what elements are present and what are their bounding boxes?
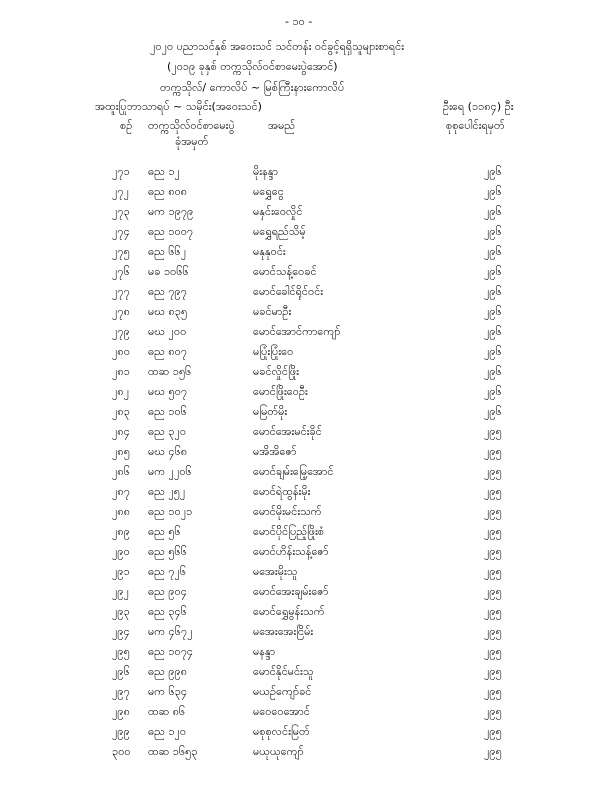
row-total-score: ၂၉၆: [484, 285, 502, 298]
row-roll-number: မက ၄၆၇၂: [148, 625, 193, 638]
list-row: [0, 185, 612, 199]
list-row: [0, 205, 612, 219]
row-serial: ၂၇၂: [112, 185, 129, 198]
row-serial: ၂၇၅: [112, 245, 130, 258]
row-name: မနန္ဒာ: [253, 645, 276, 658]
list-row: [0, 325, 612, 339]
row-name: မောင်ဟိန်းသန့်ဇော်: [253, 545, 329, 558]
row-total-score: ၂၉၅: [484, 725, 502, 738]
row-total-score: ၂၉၆: [484, 345, 502, 358]
header-name: အမည်: [268, 119, 296, 132]
row-roll-number: ထဆ ၈၆: [148, 705, 186, 718]
row-total-score: ၂၉၅: [484, 685, 502, 698]
row-roll-number: ဓည ၈၀၇: [148, 345, 187, 358]
row-name: မောင်အေးချမ်းဇော်: [253, 585, 329, 598]
row-roll-number: မက ၁၉၇၉: [148, 205, 194, 218]
list-row: [0, 305, 612, 319]
row-total-score: ၂၉၅: [484, 605, 502, 618]
row-name: မရွှေရည်သိမ့်: [253, 225, 306, 238]
list-row: [0, 605, 612, 619]
row-serial: ၂၈၆: [112, 465, 130, 478]
list-row: [0, 285, 612, 299]
row-name: မောင်ရဲထွန်းမိုး: [253, 485, 311, 498]
row-name: မခင်မာဦး: [253, 305, 292, 318]
row-total-score: ၂၉၆: [484, 185, 502, 198]
row-total-score: ၂၉၅: [484, 445, 502, 458]
list-row: [0, 485, 612, 499]
header-serial: စဉ်: [120, 119, 133, 132]
row-total-score: ၂၉၆: [484, 325, 502, 338]
row-total-score: ၂၉၆: [484, 405, 502, 418]
row-name: မအေးအေးငြိမ်း: [253, 625, 314, 638]
row-name: မနှင်းဝေလှိုင်: [253, 205, 303, 218]
row-name: မနုနုဝင်း: [253, 245, 286, 258]
row-name: မယဉ်ကျော်ခင်: [253, 685, 312, 698]
list-row: [0, 725, 612, 739]
row-serial: ၂၉၆: [112, 665, 130, 678]
document-title: ၂၀၂၀ ပညာသင်နှစ် အဝေးသင် သင်တန်း ဝင်ခွင့်ရရှိသူများစာရင်း: [150, 40, 405, 53]
row-serial: ၂၉၁: [112, 565, 130, 578]
row-total-score: ၂၉၅: [484, 425, 502, 438]
list-row: [0, 525, 612, 539]
row-name: မောင်အောင်ကာကျော်: [253, 325, 341, 338]
row-serial: ၂၈၈: [112, 505, 130, 518]
row-roll-number: ဓည ၁၀၀၇: [148, 225, 194, 238]
row-roll-number: ဓည ၆၆၂: [148, 245, 187, 258]
row-total-score: ၂၉၅: [484, 645, 502, 658]
list-row: [0, 645, 612, 659]
row-roll-number: ဓည ၁၂: [148, 165, 180, 178]
row-serial: ၂၇၃: [112, 205, 130, 218]
row-serial: ၂၇၄: [112, 225, 130, 238]
row-name: မောင်မိုးမင်းသက်: [253, 505, 322, 518]
row-total-score: ၂၉၅: [484, 705, 502, 718]
list-row: [0, 705, 612, 719]
row-roll-number: ဓည ၅၆၆: [148, 545, 187, 558]
row-total-score: ၂၉၅: [484, 465, 502, 478]
row-total-score: ၂၉၆: [484, 265, 502, 278]
list-row: [0, 685, 612, 699]
row-serial: ၂၉၅: [112, 645, 130, 658]
list-row: [0, 665, 612, 679]
row-name: မောင်သန့်ဝေခင်: [253, 265, 317, 278]
row-total-score: ၂၉၅: [484, 665, 502, 678]
row-roll-number: ဓည ၁၀၂၁: [148, 505, 193, 518]
row-name: မစုစုလင်းမြတ်: [253, 725, 310, 738]
row-roll-number: မဃ ၅၀၇: [148, 385, 188, 398]
row-total-score: ၂၉၆: [484, 365, 502, 378]
list-row: [0, 365, 612, 379]
row-serial: ၂၈၁: [112, 365, 130, 378]
document-subtitle: (၂၀၁၉ ခုနှစ် တက္ကသိုလ်ဝင်စာမေးပွဲအောင်): [167, 60, 338, 73]
row-total-score: ၂၉၅: [484, 585, 502, 598]
list-row: [0, 465, 612, 479]
row-serial: ၂၈၀: [112, 345, 130, 358]
row-total-score: ၂၉၅: [484, 525, 502, 538]
row-roll-number: မဃ ၄၆၈: [148, 445, 188, 458]
header-roll-number: တက္ကသိုလ်ဝင်စာမေးပွဲ: [148, 119, 235, 132]
row-total-score: ၂၉၅: [484, 485, 502, 498]
row-total-score: ၂၉၅: [484, 505, 502, 518]
list-row: [0, 165, 612, 179]
row-roll-number: ဓည ၉၉၈: [148, 665, 187, 678]
row-total-score: ၂၉၅: [484, 625, 502, 638]
row-total-score: ၂၉၆: [484, 385, 502, 398]
row-roll-number: မဃ ၈၃၅: [148, 305, 188, 318]
row-roll-number: မဃ ၂၀၀: [148, 325, 187, 338]
row-serial: ၂၇၈: [112, 305, 130, 318]
row-serial: ၂၇၉: [112, 325, 130, 338]
row-serial: ၂၉၄: [112, 625, 130, 638]
row-roll-number: ဓည ၉၀၄: [148, 585, 187, 598]
row-serial: ၃၀၀: [112, 745, 131, 758]
row-serial: ၂၇၆: [112, 265, 130, 278]
row-name: မမြတ်မိုး: [253, 405, 288, 418]
header-roll-number-line2: ခုံအမှတ်: [175, 135, 209, 148]
row-serial: ၂၈၂: [112, 385, 130, 398]
row-serial: ၂၇၇: [112, 285, 130, 298]
row-roll-number: ထဆ ၁၆၅၃: [148, 745, 198, 758]
row-roll-number: ထဆ ၁၅၆: [148, 365, 192, 378]
list-row: [0, 585, 612, 599]
list-row: [0, 505, 612, 519]
row-roll-number: မက ၂၂၀၆: [148, 465, 192, 478]
list-row: [0, 745, 612, 759]
list-row: [0, 425, 612, 439]
row-name: မခင်လှိုင်ဖြိုး: [253, 365, 299, 378]
list-row: [0, 265, 612, 279]
list-row: [0, 345, 612, 359]
row-total-score: ၂၉၆: [484, 245, 502, 258]
row-roll-number: ဓည ၇၂၆: [148, 565, 187, 578]
row-roll-number: မခ ၁၀၆၆: [148, 265, 189, 278]
row-serial: ၂၉၉: [112, 725, 130, 738]
list-row: [0, 625, 612, 639]
row-name: မောင်ဖြိုးဝေဦး: [253, 385, 308, 398]
list-row: [0, 385, 612, 399]
row-name: မရွှေငွေ: [253, 185, 284, 198]
row-total-score: ၂၉၅: [484, 565, 502, 578]
row-roll-number: ဓည ၁၀၇၄: [148, 645, 194, 658]
row-name: မောင်အေးမင်းခိုင်: [253, 425, 322, 438]
header-total-score: စုစုပေါင်းရမှတ်: [446, 119, 505, 132]
row-total-score: ၂၉၆: [484, 305, 502, 318]
row-name: မိုးနန္ဒာ: [253, 165, 278, 178]
row-serial: ၂၉၂: [112, 585, 129, 598]
list-row: [0, 405, 612, 419]
row-roll-number: မက ၆၃၄: [148, 685, 188, 698]
list-row: [0, 545, 612, 559]
row-total-score: ၂၉၅: [484, 545, 502, 558]
row-total-score: ၂၉၆: [484, 205, 502, 218]
row-serial: ၂၉၇: [112, 685, 130, 698]
row-roll-number: ဓည ၃၂၀: [148, 425, 187, 438]
row-roll-number: ဓည ၁၀၆: [148, 405, 187, 418]
row-serial: ၂၈၅: [112, 445, 130, 458]
row-total-score: ၂၉၅: [484, 745, 502, 758]
row-total-score: ၂၉၆: [484, 225, 502, 238]
total-count: ဦးရေ (၁၁၈၄) ဦး: [443, 100, 514, 113]
institution-line: တက္ကသိုလ်/ ကောလိပ် ~ မြစ်ကြီးနားကောလိပ်: [160, 81, 345, 94]
row-roll-number: ဓည ၅၆: [148, 525, 181, 538]
row-name: မအေးမိုးသူ: [253, 565, 298, 578]
list-row: [0, 225, 612, 239]
row-total-score: ၂၉၆: [484, 165, 502, 178]
row-roll-number: ဓည ၃၄၆: [148, 605, 187, 618]
list-row: [0, 445, 612, 459]
row-name: မအိအိဇော်: [253, 445, 297, 458]
list-row: [0, 245, 612, 259]
subject-line: အထူးပြုဘာသာရပ် ~ သမိုင်း(အဝေးသင်): [95, 100, 262, 113]
row-name: မပြုံးပြုံးဝေ: [253, 345, 294, 358]
row-serial: ၂၉၀: [112, 545, 130, 558]
row-serial: ၂၈၉: [112, 525, 130, 538]
row-serial: ၂၈၄: [112, 425, 130, 438]
row-name: မောင်ချမ်းမြေ့အောင်: [253, 465, 334, 478]
row-name: မယုယုကျော်: [253, 745, 304, 758]
row-name: မောင်ပိုင်ပြည့်ဖြိုးစံ: [253, 525, 325, 538]
row-roll-number: ဓည ၈၀၈: [148, 185, 188, 198]
row-name: မောင်ခေါင်ရိုင်ဝင်း: [253, 285, 324, 298]
page-number: - ၁၀ -: [285, 15, 313, 28]
row-name: မောင်နိုင်မင်းသူ: [253, 665, 314, 678]
row-serial: ၂၈၃: [112, 405, 130, 418]
row-serial: ၂၈၇: [112, 485, 130, 498]
row-roll-number: ဓည ၂၅၂: [148, 485, 186, 498]
row-serial: ၂၉၃: [112, 605, 130, 618]
row-serial: ၂၉၈: [112, 705, 130, 718]
row-roll-number: ဓည ၇၉၇: [148, 285, 187, 298]
list-row: [0, 565, 612, 579]
row-roll-number: ဓည ၁၂၀: [148, 725, 187, 738]
row-name: မောင်ရွှေမွန်းသက်: [253, 605, 325, 618]
row-serial: ၂၇၁: [112, 165, 130, 178]
row-name: မဝေဝေအောင်: [253, 705, 310, 718]
